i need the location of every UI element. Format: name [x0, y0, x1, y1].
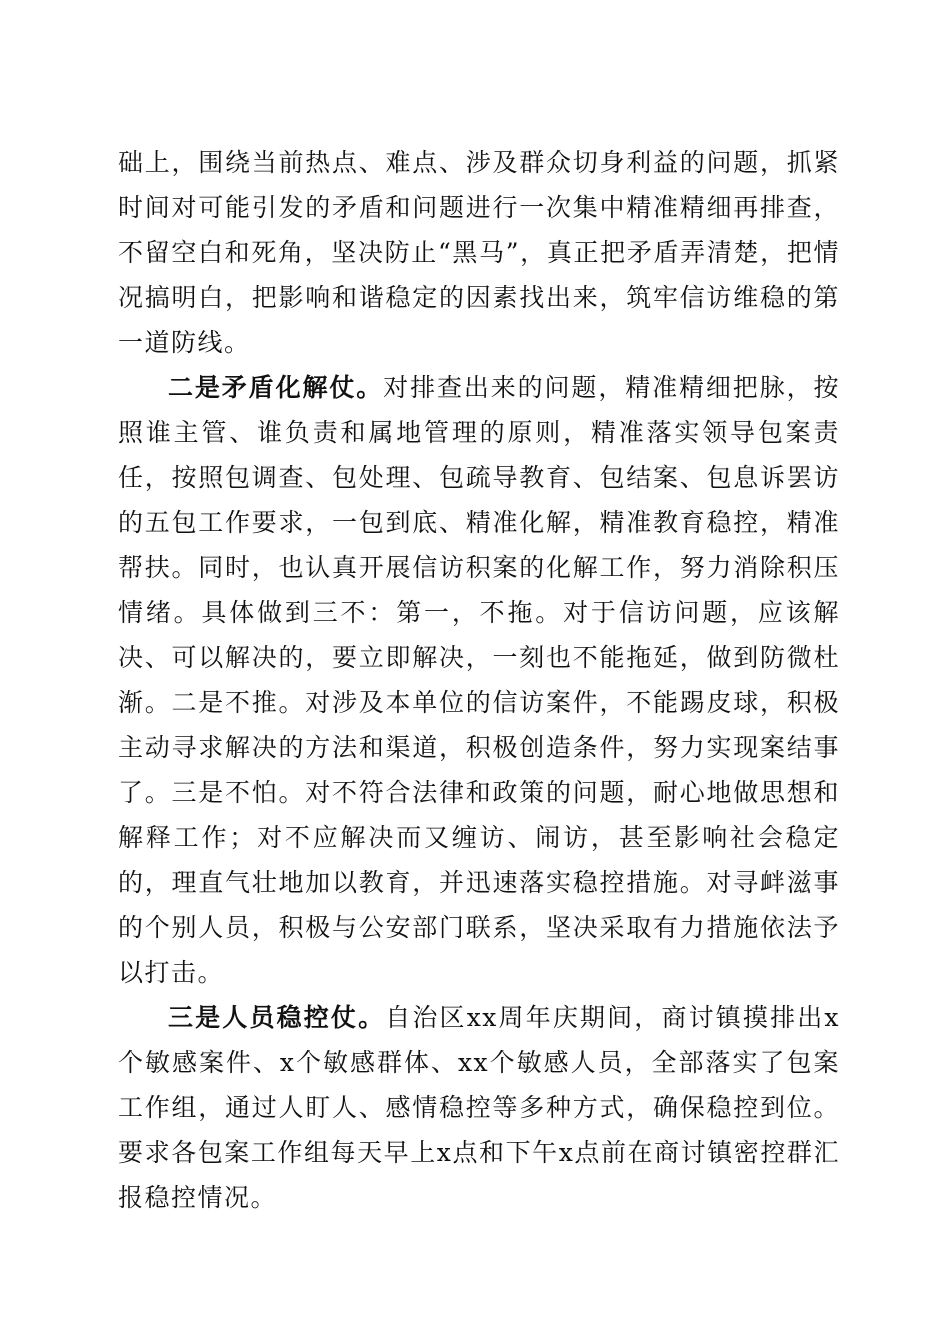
paragraph-personnel-control [118, 995, 840, 1220]
paragraph-continued [118, 140, 840, 365]
paragraph-conflict-resolution [118, 365, 840, 995]
paragraph-heading: 三是人员稳控仗。 [168, 1003, 386, 1032]
paragraph-text: 自治区xx周年庆期间，商讨镇摸排出x个敏感案件、x个敏感群体、xx个敏感人员，全部落实了包案工作组，通过人盯人、感情稳控等多种方式，确保稳控到位。要求各包案工作组每天早上x点和下午x点前在商讨镇密控群汇报稳控情况。 [118, 1003, 840, 1212]
paragraph-text: 础上，围绕当前热点、难点、涉及群众切身利益的问题，抓紧时间对可能引发的矛盾和问题进行一次集中精准精细再排查，不留空白和死角，坚决防止“黑马”，真正把矛盾弄清楚，把情况搞明白，把影响和谐稳定的因素找出来，筑牢信访维稳的第一道防线。 [118, 148, 840, 357]
document-body [118, 140, 840, 1220]
paragraph-heading: 二是矛盾化解仗。 [168, 373, 384, 402]
paragraph-text: 对排查出来的问题，精准精细把脉，按照谁主管、谁负责和属地管理的原则，精准落实领导包案责任，按照包调查、包处理、包疏导教育、包结案、包息诉罢访的五包工作要求，一包到底、精准化解，精准教育稳控，精准帮扶。同时，也认真开展信访积案的化解工作，努力消除积压情绪。具体做到三不：第一，不拖。对于信访问题，应该解决、可以解决的，要立即解决，一刻也不能拖延，做到防微杜渐。二是不推。对涉及本单位的信访案件，不能踢皮球，积极主动寻求解决的方法和渠道，积极创造条件，努力实现案结事了。三是不怕。对不符合法律和政策的问题，耐心地做思想和解释工作；对不应解决而又缠访、闹访，甚至影响社会稳定的，理直气壮地加以教育，并迅速落实稳控措施。对寻衅滋事的个别人员，积极与公安部门联系，坚决采取有力措施依法予以打击。 [118, 373, 840, 987]
